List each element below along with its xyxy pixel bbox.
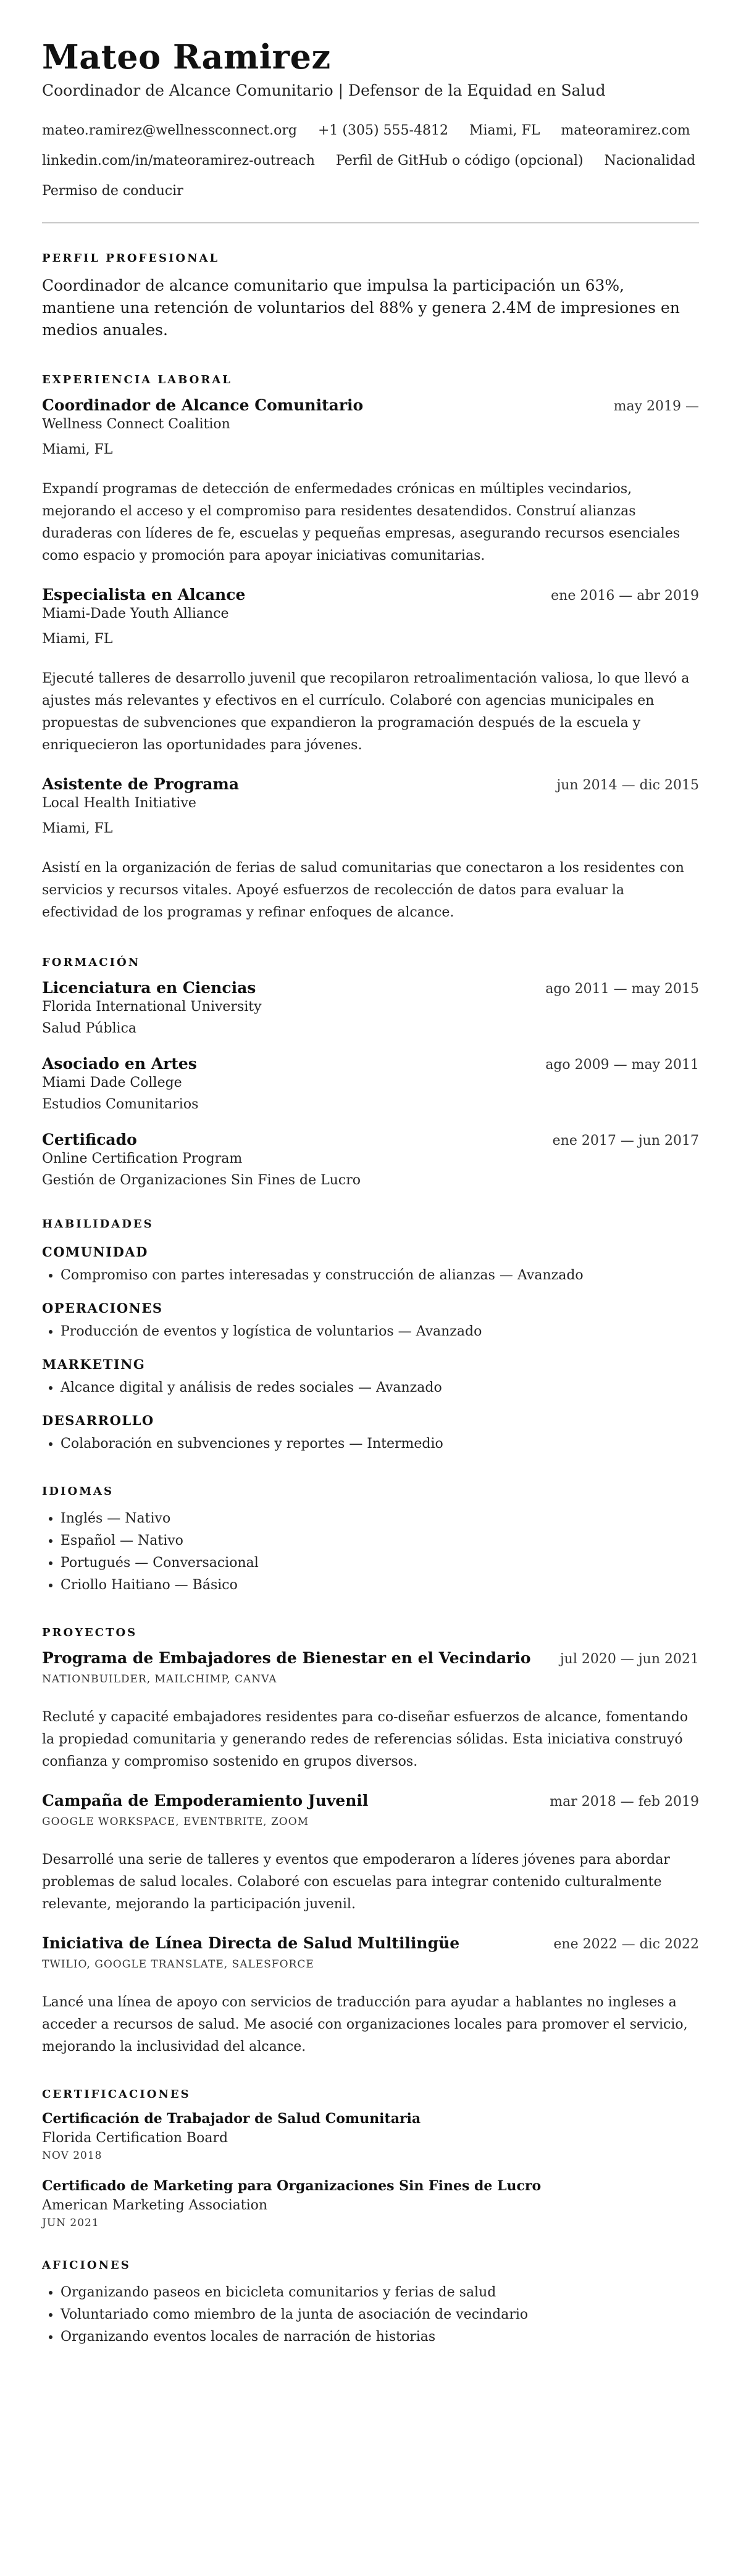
skill-list [42,1433,699,1455]
job-location: Miami, FL [42,442,113,457]
job-org: Miami-Dade Youth Alliance [42,606,229,621]
job-org: Wellness Connect Coalition [42,417,230,432]
skill-item: • Producción de eventos y logística de voluntarios — Avanzado [61,1321,699,1343]
certifications-section [42,2088,699,2229]
skill-category: OPERACIONES [42,1300,163,1316]
section-title-education: FORMACIÓN [42,956,141,969]
certification-entry [42,2111,699,2162]
contact-info [42,115,699,206]
project-date: mar 2018 — feb 2019 [550,1794,699,1809]
contact-linkedin[interactable]: linkedin.com/in/mateoramirez-outreach [42,153,315,168]
experience-entry [42,396,699,567]
language-item: • Español — Nativo [61,1530,699,1552]
language-item: • Inglés — Nativo [61,1508,699,1530]
section-title-hobbies: AFICIONES [42,2259,131,2272]
contact-email[interactable]: mateo.ramirez@wellnessconnect.org [42,123,297,138]
experience-entry [42,775,699,924]
degree-field: Salud Pública [42,1021,137,1036]
section-title-projects: PROYECTOS [42,1626,138,1639]
degree-field: Gestión de Organizaciones Sin Fines de Lucro [42,1173,361,1188]
job-description: Expandí programas de detección de enfermedades crónicas en múltiples vecindarios, mejorando el acceso y el compromiso para residentes desatendidos. Construí alianzas duraderas con líderes de fe, escuelas y pequeñas empresas, asegurando recursos esenciales como espacio y promoción para apoyar iniciativas comunitarias. [42,481,680,563]
job-title: Asistente de Programa [42,775,240,793]
degree-title: Licenciatura en Ciencias [42,979,256,997]
languages-section [42,1485,699,1597]
job-description: Asistí en la organización de ferias de salud comunitarias que conectaron a los residentes con servicios y recursos vitales. Apoyé esfuerzos de recolección de datos para evaluar la efectividad de los programas y refinar enfoques de alcance. [42,860,684,920]
project-entry [42,1934,699,2058]
education-section [42,956,699,1188]
job-location: Miami, FL [42,631,113,647]
section-title-certifications: CERTIFICACIONES [42,2088,191,2101]
project-name: Programa de Embajadores de Bienestar en el Vecindario [42,1649,531,1667]
degree-date: ago 2011 — may 2015 [545,981,699,997]
section-title-languages: IDIOMAS [42,1485,114,1498]
project-date: jul 2020 — jun 2021 [559,1652,699,1667]
certification-name: Certificado de Marketing para Organizaciones Sin Fines de Lucro [42,2178,542,2194]
job-date: may 2019 — [613,399,699,414]
job-title: Coordinador de Alcance Comunitario [42,396,364,414]
contact-location: Miami, FL [469,123,540,138]
degree-date: ago 2009 — may 2011 [545,1057,699,1073]
job-date: jun 2014 — dic 2015 [556,778,699,793]
skill-list [42,1321,699,1343]
hobby-item: • Organizando paseos en bicicleta comunitarios y ferias de salud [61,2282,699,2304]
project-description: Lancé una línea de apoyo con servicios de traducción para ayudar a hablantes no ingleses a acceder a recursos de salud. Me asocié con organizaciones locales para promover el servicio, mejorando la inclusividad del alcance. [42,1995,688,2055]
degree-title: Certificado [42,1131,137,1149]
skill-category: DESARROLLO [42,1413,154,1428]
job-date: ene 2016 — abr 2019 [551,588,699,604]
skill-item: • Compromiso con partes interesadas y construcción de alianzas — Avanzado [61,1265,699,1287]
certification-name: Certificación de Trabajador de Salud Comunitaria [42,2111,421,2127]
skill-item: • Alcance digital y análisis de redes sociales — Avanzado [61,1377,699,1399]
education-entry [42,1055,699,1112]
hobby-item: • Voluntariado como miembro de la junta de asociación de vecindario [61,2304,699,2326]
contact-website[interactable]: mateoramirez.com [561,123,690,138]
certification-entry [42,2178,699,2229]
language-list [42,1508,699,1597]
project-tech: GOOGLE WORKSPACE, EVENTBRITE, ZOOM [42,1816,309,1828]
candidate-subtitle: Coordinador de Alcance Comunitario | Defensor de la Equidad en Salud [42,81,606,99]
school-name: Miami Dade College [42,1075,182,1091]
resume-header [42,37,699,206]
hobbies-section [42,2259,699,2348]
contact-license: Permiso de conducir [42,183,183,199]
degree-date: ene 2017 — jun 2017 [552,1133,699,1149]
job-org: Local Health Initiative [42,796,196,811]
project-description: Recluté y capacité embajadores residentes para co-diseñar esfuerzos de alcance, fomentando la propiedad comunitaria y generando redes de referencias sólidas. Esta iniciativa construyó confianza y compromiso sostenido en grupos diversos. [42,1710,689,1769]
skill-category: MARKETING [42,1357,146,1372]
project-entry [42,1649,699,1773]
education-entry [42,979,699,1036]
skill-category: COMUNIDAD [42,1244,148,1260]
language-item: • Portugués — Conversacional [61,1552,699,1574]
language-item: • Criollo Haitiano — Básico [61,1574,699,1597]
job-location: Miami, FL [42,821,113,836]
header-divider [42,222,699,223]
skills-section [42,1218,699,1455]
job-title: Especialista en Alcance [42,586,246,604]
certification-org: Florida Certification Board [42,2130,228,2146]
job-description: Ejecuté talleres de desarrollo juvenil que recopilaron retroalimentación valiosa, lo que llevó a ajustes más relevantes y efectivos en el currículo. Colaboré con agencias municipales en propuestas de subvenciones que expandieron la programación después de la escuela y enriquecieron las oportunidades para jóvenes. [42,671,690,753]
section-title-experience: EXPERIENCIA LABORAL [42,373,232,386]
project-description: Desarrollé una serie de talleres y eventos que empoderaron a líderes jóvenes para abordar problemas de salud locales. Colaboré con escuelas para integrar contenido culturalmente relevante, mejorando la participación juvenil. [42,1852,670,1912]
project-tech: NATIONBUILDER, MAILCHIMP, CANVA [42,1673,277,1685]
section-title-profile: PERFIL PROFESIONAL [42,252,220,265]
school-name: Florida International University [42,999,262,1015]
project-name: Iniciativa de Línea Directa de Salud Multilingüe [42,1934,460,1952]
section-title-skills: HABILIDADES [42,1218,154,1231]
education-entry [42,1131,699,1188]
degree-field: Estudios Comunitarios [42,1097,199,1112]
school-name: Online Certification Program [42,1151,243,1166]
contact-nationality: Nacionalidad [604,153,696,168]
contact-github: Perfil de GitHub o código (opcional) [335,153,584,168]
candidate-name: Mateo Ramirez [42,37,331,77]
contact-phone: +1 (305) 555-4812 [317,123,448,138]
skill-list [42,1265,699,1287]
hobby-list [42,2282,699,2348]
certification-date: NOV 2018 [42,2150,103,2162]
profile-section [42,252,699,341]
project-tech: TWILIO, GOOGLE TRANSLATE, SALESFORCE [42,1958,314,1971]
project-date: ene 2022 — dic 2022 [553,1937,699,1952]
projects-section [42,1626,699,2058]
experience-section [42,373,699,924]
skill-list [42,1377,699,1399]
experience-entry [42,586,699,757]
hobby-item: • Organizando eventos locales de narración de historias [61,2326,699,2348]
degree-title: Asociado en Artes [42,1055,197,1073]
profile-summary: Coordinador de alcance comunitario que impulsa la participación un 63%, mantiene una retención de voluntarios del 88% y genera 2.4M de impresiones en medios anuales. [42,276,680,339]
certification-date: JUN 2021 [42,2217,99,2229]
project-entry [42,1792,699,1916]
skill-item: • Colaboración en subvenciones y reportes — Intermedio [61,1433,699,1455]
certification-org: American Marketing Association [42,2198,268,2213]
project-name: Campaña de Empoderamiento Juvenil [42,1792,369,1809]
